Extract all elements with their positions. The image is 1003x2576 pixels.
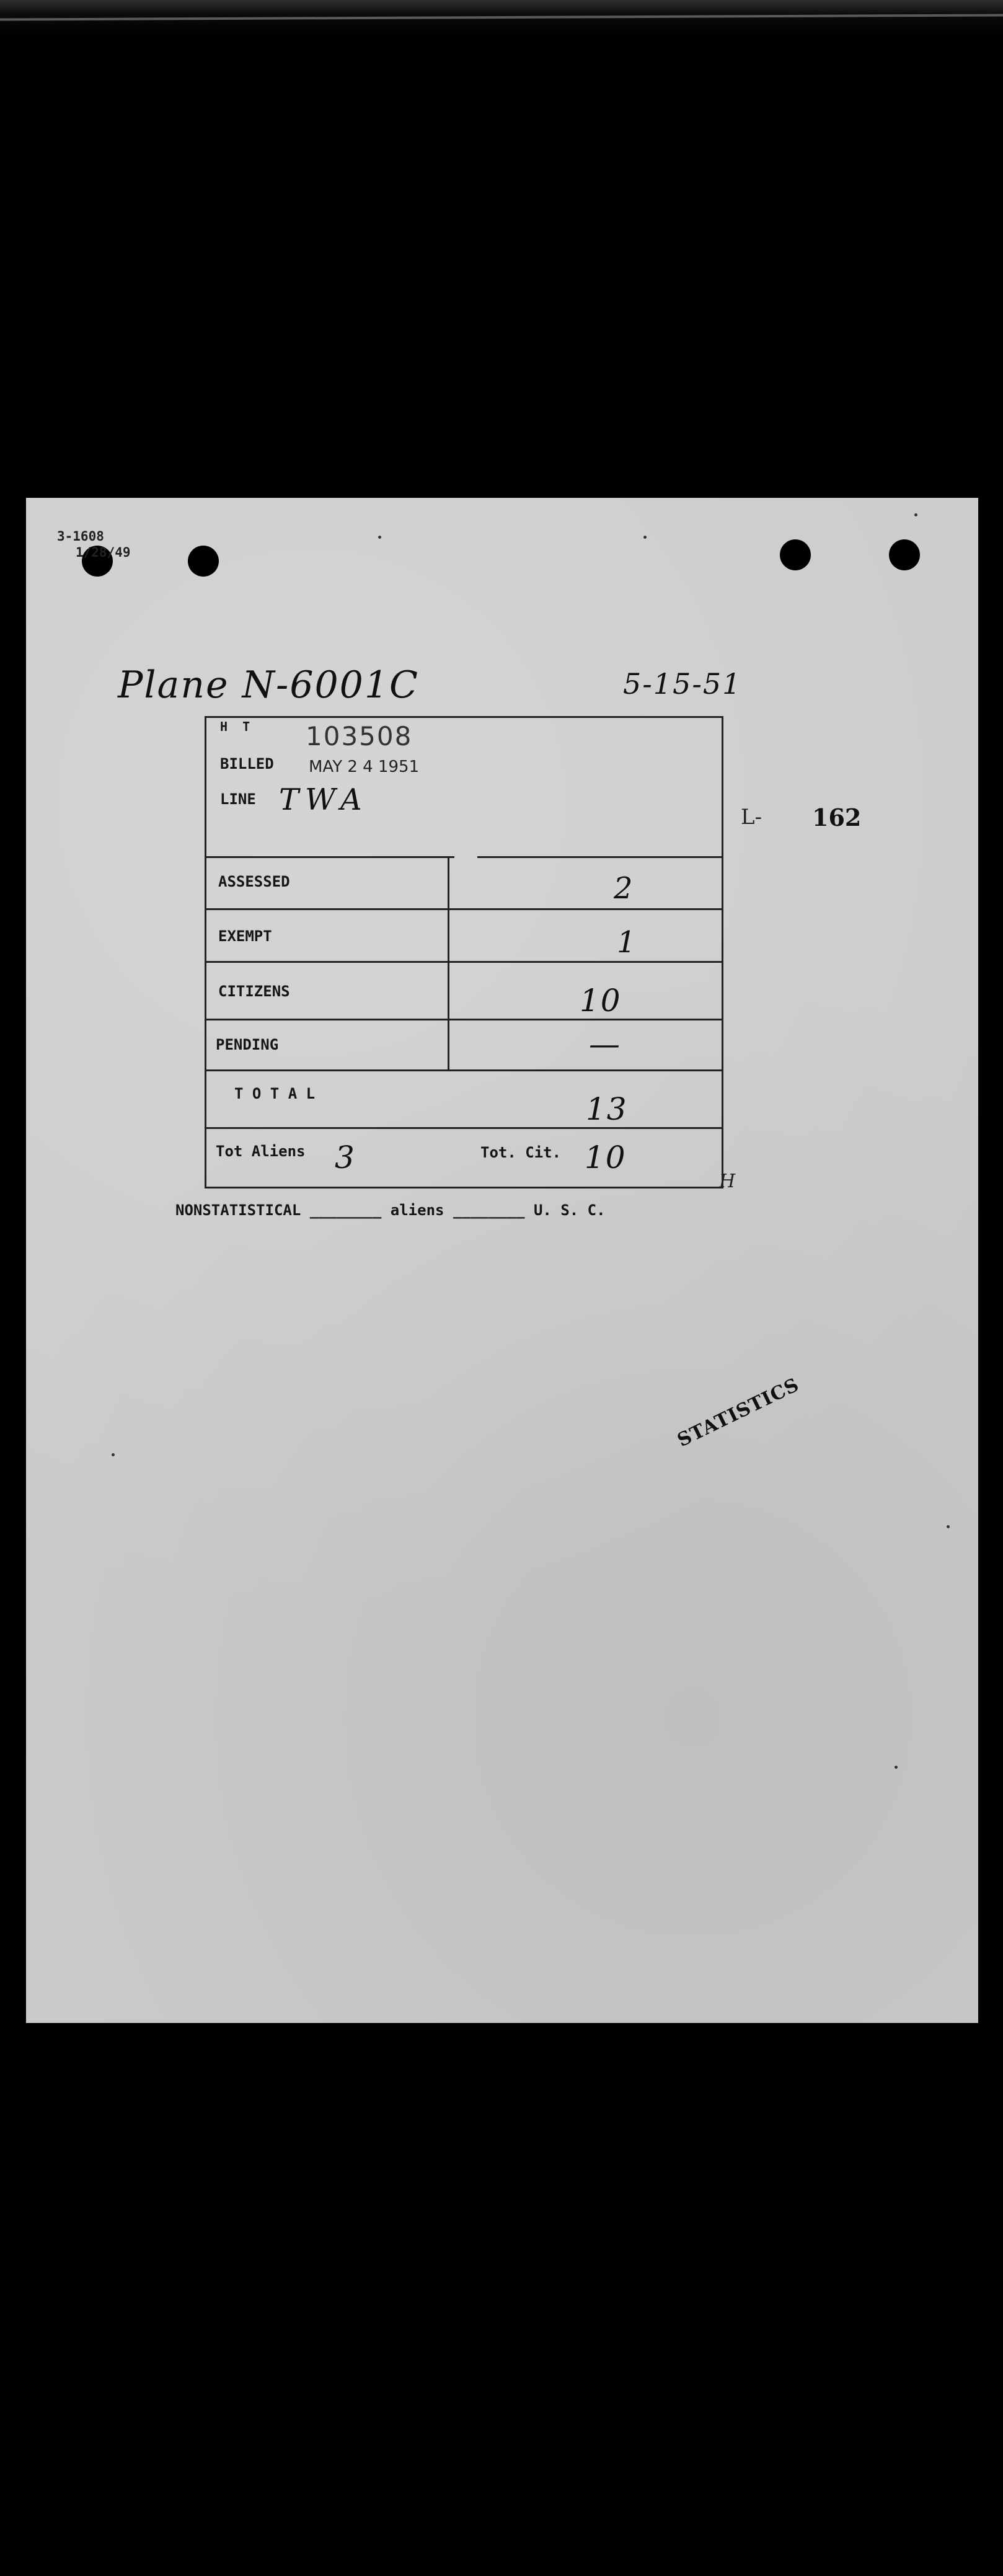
speck [947, 1525, 950, 1528]
form-date: 1/28/49 [76, 545, 131, 560]
form-divider [206, 1019, 722, 1020]
tot-cit-label: Tot. Cit. [480, 1144, 562, 1161]
form-code: 3-1608 [57, 529, 104, 544]
form-column-divider [448, 856, 449, 1070]
exempt-value: 1 [617, 925, 637, 960]
form-divider [206, 908, 722, 910]
ht-number: 103508 [306, 721, 413, 751]
form-divider [206, 1127, 722, 1129]
form-divider [477, 856, 722, 858]
airline: TWA [279, 782, 368, 817]
statistics-stamp: STATISTICS [674, 1374, 803, 1452]
total-value: 13 [586, 1091, 628, 1127]
speck [643, 536, 647, 539]
corner-code [57, 528, 131, 560]
punch-hole-right [780, 539, 811, 570]
assessed-value: 2 [614, 871, 634, 906]
reference-number: 162 [812, 803, 862, 831]
pending-value: — [589, 1026, 621, 1062]
tot-aliens-label: Tot Aliens [216, 1143, 306, 1160]
speck [914, 513, 917, 516]
form-divider [206, 961, 722, 963]
speck [378, 536, 381, 539]
billed-label: BILLED [220, 755, 274, 772]
nonstatistical-line: NONSTATISTICAL ________ aliens ________ U. S. C. [175, 1202, 606, 1219]
assessed-label: ASSESSED [218, 873, 290, 890]
form-divider [206, 856, 454, 858]
speck [895, 1766, 898, 1769]
punch-hole-left-2 [188, 546, 219, 577]
plane-number: Plane N-6001C [118, 663, 419, 707]
reference-prefix: L- [741, 805, 762, 830]
form-divider [206, 1069, 722, 1071]
citizens-value: 10 [580, 983, 622, 1019]
tot-aliens-value: 3 [335, 1140, 356, 1175]
ht-label: H T [220, 719, 254, 734]
billed-date: MAY 2 4 1951 [309, 758, 420, 776]
pending-label: PENDING [216, 1036, 279, 1053]
punch-hole-right-2 [889, 539, 920, 570]
speck [112, 1453, 115, 1456]
handwritten-date: 5-15-51 [623, 667, 742, 701]
line-label: LINE [220, 790, 256, 808]
citizens-label: CITIZENS [218, 983, 290, 1000]
tot-cit-value: 10 [585, 1140, 627, 1175]
exempt-label: EXEMPT [218, 927, 272, 945]
total-label: T O T A L [234, 1085, 316, 1102]
inspector-initials: H [719, 1171, 736, 1192]
